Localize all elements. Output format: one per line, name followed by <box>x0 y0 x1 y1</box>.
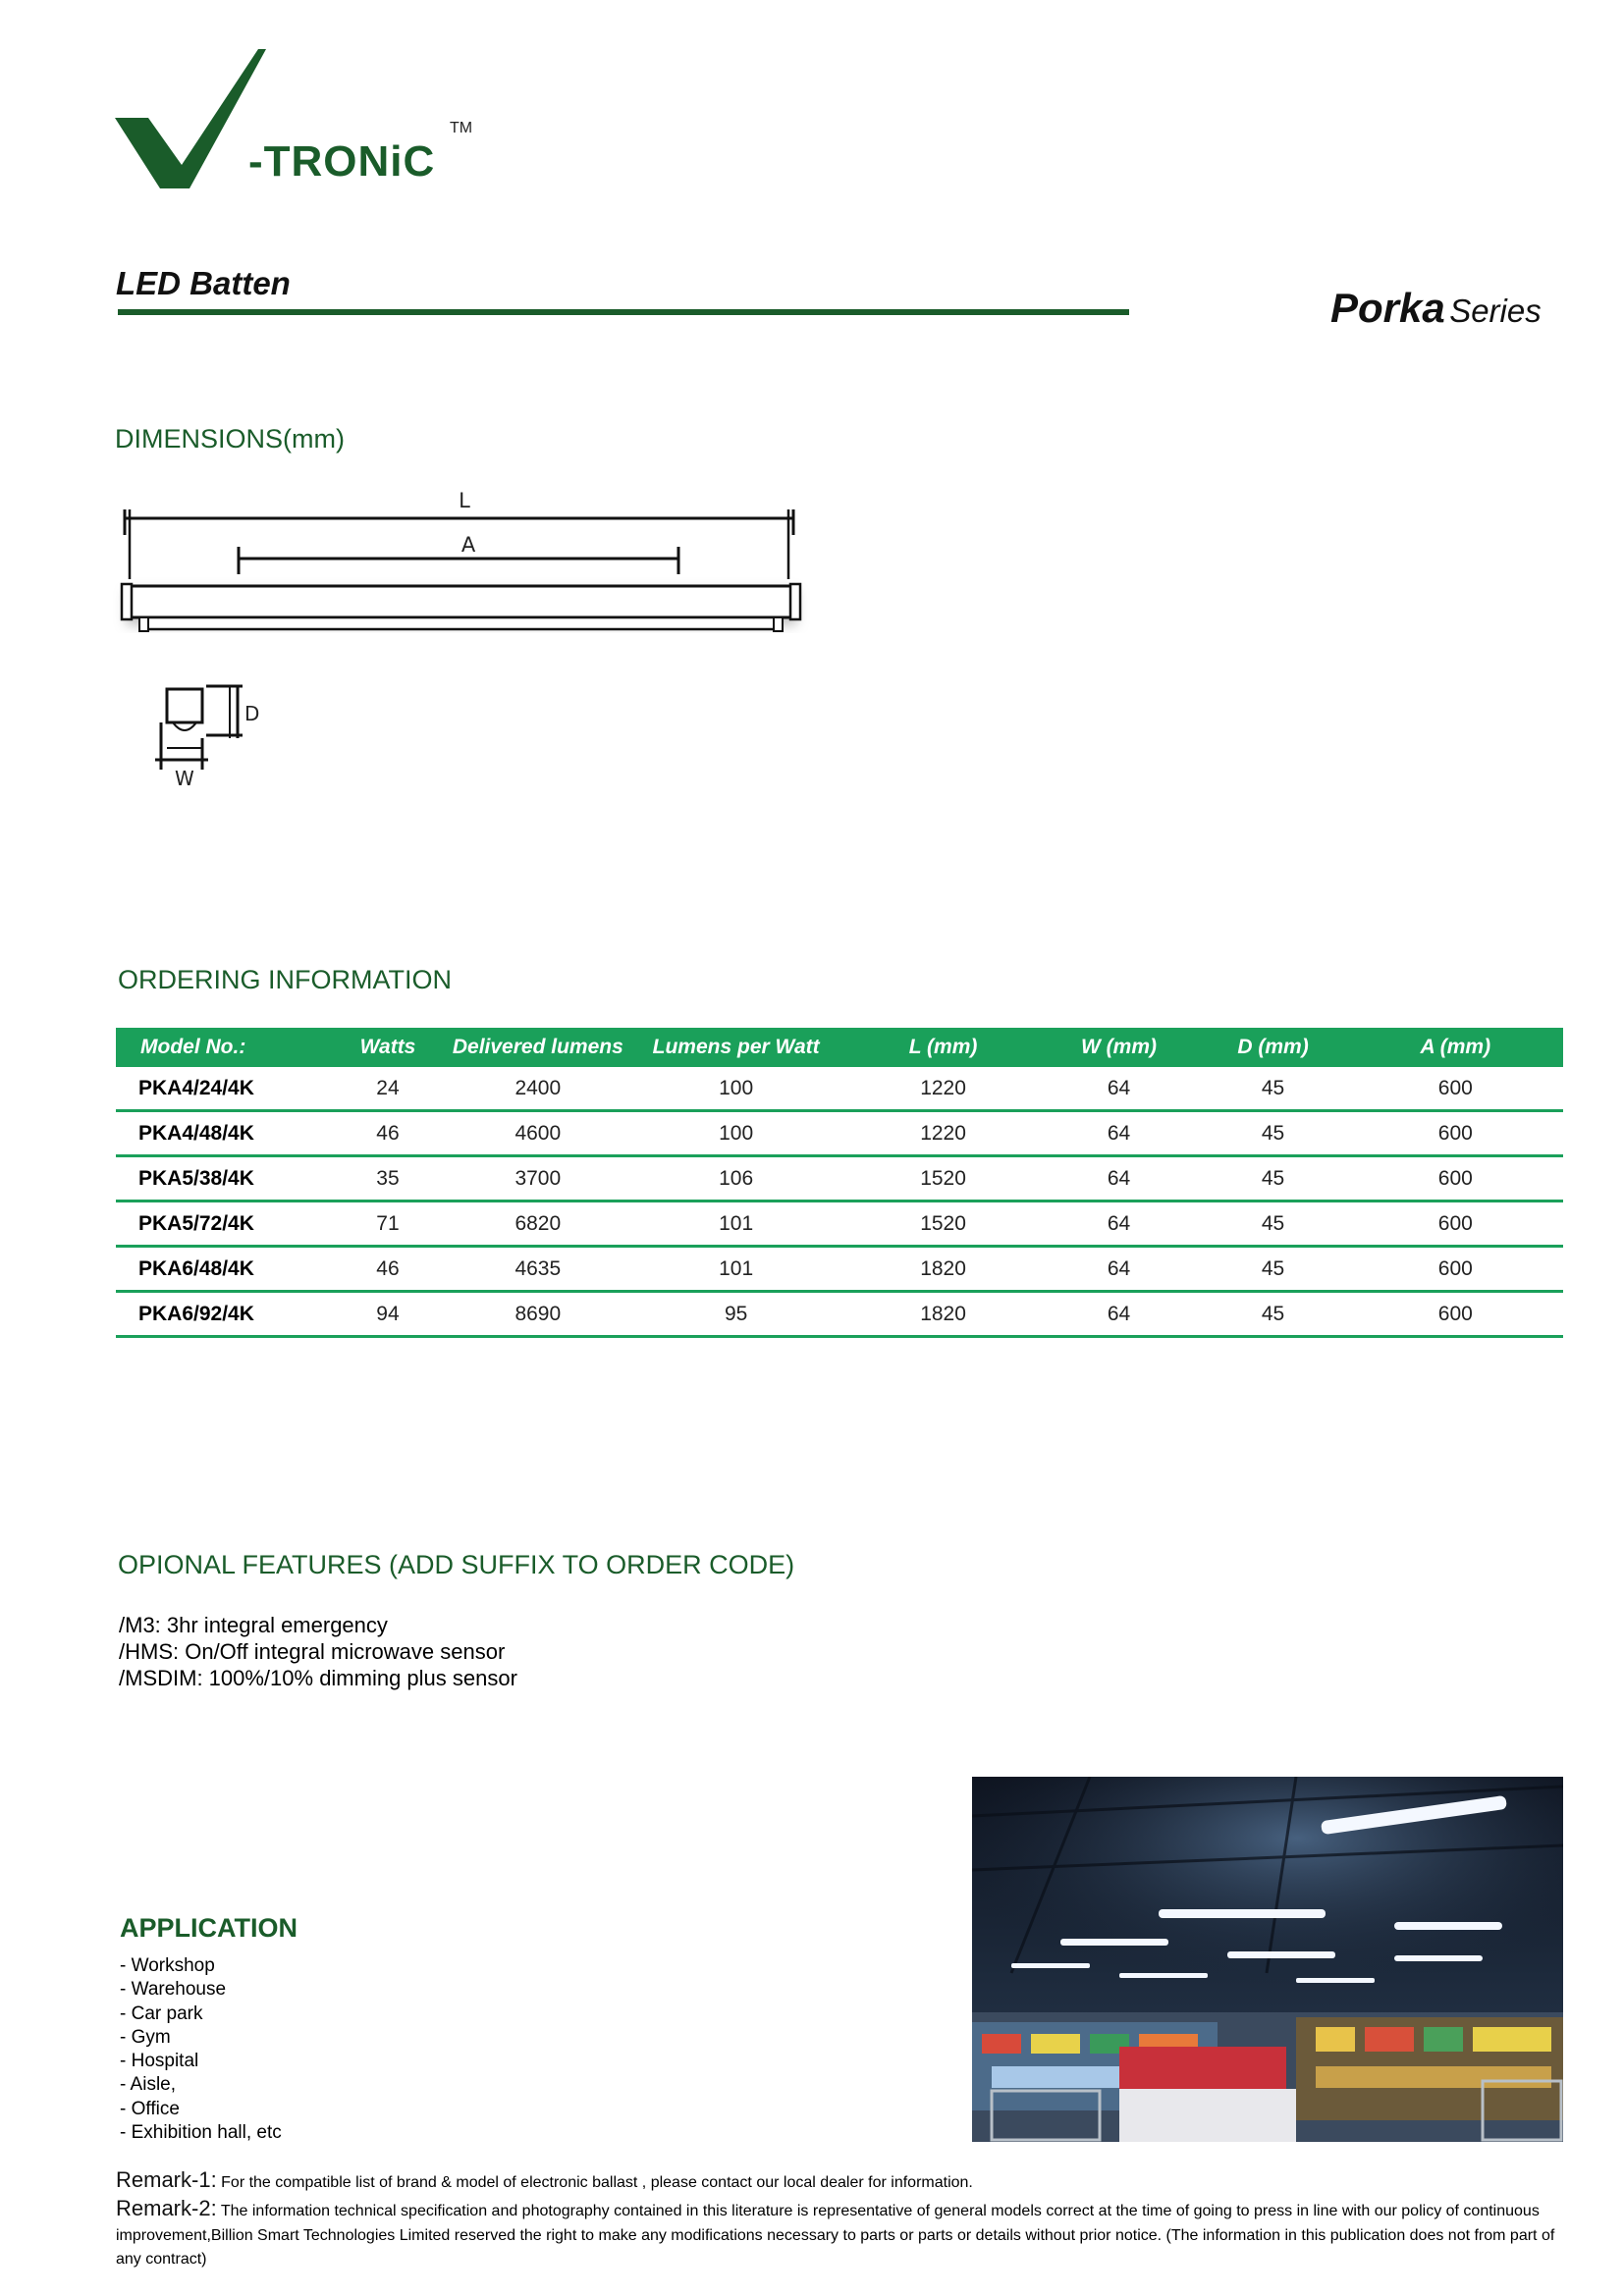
column-header: A (mm) <box>1348 1028 1563 1067</box>
table-row <box>116 1201 1563 1247</box>
ordering-heading: ORDERING INFORMATION <box>118 965 452 994</box>
list-item: - Workshop <box>120 1955 215 1976</box>
list-item: - Exhibition hall, etc <box>120 2122 282 2144</box>
table-cell: 2400 <box>451 1067 625 1111</box>
table-row <box>116 1111 1563 1156</box>
model-cell: PKA6/48/4K <box>116 1247 325 1292</box>
table-cell: 46 <box>325 1247 451 1292</box>
list-item: /MSDIM: 100%/10% dimming plus sensor <box>119 1666 517 1690</box>
table-cell: 64 <box>1040 1067 1199 1111</box>
list-item: - Gym <box>120 2026 171 2048</box>
end-view-drawing <box>147 677 275 800</box>
model-cell: PKA4/24/4K <box>116 1067 325 1111</box>
dimensions-heading: DIMENSIONS(mm) <box>115 424 345 454</box>
model-cell: PKA4/48/4K <box>116 1111 325 1156</box>
model-cell: PKA5/38/4K <box>116 1156 325 1201</box>
title-divider <box>118 309 1129 315</box>
list-item: /HMS: On/Off integral microwave sensor <box>119 1639 506 1664</box>
table-cell: 64 <box>1040 1111 1199 1156</box>
distance-label: A <box>460 533 476 557</box>
table-cell: 46 <box>325 1111 451 1156</box>
table-cell: 45 <box>1198 1156 1347 1201</box>
list-item: - Hospital <box>120 2051 199 2072</box>
application-list <box>120 1954 282 2145</box>
table-cell: 600 <box>1348 1247 1563 1292</box>
remark-1 <box>116 2167 1569 2193</box>
column-header: Delivered lumens <box>451 1028 625 1067</box>
list-item: /M3: 3hr integral emergency <box>119 1613 388 1637</box>
table-cell: 64 <box>1040 1292 1199 1337</box>
application-heading: APPLICATION <box>120 1913 298 1943</box>
column-header: D (mm) <box>1198 1028 1347 1067</box>
table-cell: 94 <box>325 1292 451 1337</box>
table-cell: 1520 <box>847 1201 1040 1247</box>
table-cell: 64 <box>1040 1156 1199 1201</box>
column-header: W (mm) <box>1040 1028 1199 1067</box>
table-cell: 101 <box>625 1201 847 1247</box>
list-item: - Aisle, <box>120 2074 177 2096</box>
series-name: Porka <box>1330 285 1445 331</box>
table-cell: 64 <box>1040 1247 1199 1292</box>
table-cell: 100 <box>625 1067 847 1111</box>
table-cell: 45 <box>1198 1111 1347 1156</box>
application-photo <box>972 1777 1563 2142</box>
brand-logo-text: -TRONiC <box>248 137 436 186</box>
table-cell: 100 <box>625 1111 847 1156</box>
table-header-row <box>116 1028 1563 1067</box>
table-row <box>116 1067 1563 1111</box>
table-cell: 1820 <box>847 1247 1040 1292</box>
table-cell: 106 <box>625 1156 847 1201</box>
column-header: Model No.: <box>116 1028 325 1067</box>
model-cell: PKA5/72/4K <box>116 1201 325 1247</box>
optional-features-heading: OPIONAL FEATURES (ADD SUFFIX TO ORDER CODE) <box>118 1550 795 1579</box>
table-cell: 45 <box>1198 1067 1347 1111</box>
table-cell: 71 <box>325 1201 451 1247</box>
table-row <box>116 1156 1563 1201</box>
table-cell: 45 <box>1198 1201 1347 1247</box>
table-cell: 600 <box>1348 1067 1563 1111</box>
table-cell: 600 <box>1348 1201 1563 1247</box>
depth-label: D <box>244 702 260 725</box>
optional-features-list <box>119 1612 517 1691</box>
table-cell: 64 <box>1040 1201 1199 1247</box>
table-cell: 101 <box>625 1247 847 1292</box>
remark-2 <box>116 2197 1579 2272</box>
column-header: Lumens per Watt <box>625 1028 847 1067</box>
table-cell: 1820 <box>847 1292 1040 1337</box>
table-cell: 45 <box>1198 1292 1347 1337</box>
list-item: - Office <box>120 2098 180 2119</box>
table-cell: 600 <box>1348 1111 1563 1156</box>
remark-label: Remark-2: <box>116 2196 217 2220</box>
table-cell: 600 <box>1348 1292 1563 1337</box>
table-cell: 600 <box>1348 1156 1563 1201</box>
width-label: W <box>175 767 194 790</box>
table-cell: 1520 <box>847 1156 1040 1201</box>
list-item: - Car park <box>120 2002 203 2024</box>
table-cell: 24 <box>325 1067 451 1111</box>
trademark-mark: TM <box>450 120 473 136</box>
series-title <box>1330 285 1542 332</box>
column-header: L (mm) <box>847 1028 1040 1067</box>
table-cell: 1220 <box>847 1067 1040 1111</box>
table-cell: 4635 <box>451 1247 625 1292</box>
table-cell: 95 <box>625 1292 847 1337</box>
table-row <box>116 1292 1563 1337</box>
table-cell: 8690 <box>451 1292 625 1337</box>
page-title: LED Batten <box>116 265 291 301</box>
remark-text: For the compatible list of brand & model of electronic ballast , please contact our local dealer for information. <box>221 2174 973 2191</box>
table-cell: 3700 <box>451 1156 625 1201</box>
table-cell: 35 <box>325 1156 451 1201</box>
model-cell: PKA6/92/4K <box>116 1292 325 1337</box>
table-cell: 6820 <box>451 1201 625 1247</box>
remark-label: Remark-1: <box>116 2167 217 2192</box>
remark-text: The information technical specification and photography contained in this literature is representative of general models correct at the time of going to press in line with our policy of continuous improvement,Billion Smart Technologies Limited reserved the right to make any modifications necessary to parts or parts or details without prior notice. (The information in this publication does not from part of any contract) <box>116 2203 1555 2268</box>
table-cell: 4600 <box>451 1111 625 1156</box>
table-cell: 45 <box>1198 1247 1347 1292</box>
profile-section <box>167 689 202 722</box>
series-suffix: Series <box>1449 293 1542 329</box>
list-item: - Warehouse <box>120 1979 227 2001</box>
table-cell: 1220 <box>847 1111 1040 1156</box>
ordering-table <box>116 1028 1563 1338</box>
column-header: Watts <box>325 1028 451 1067</box>
table-row <box>116 1247 1563 1292</box>
length-label: L <box>459 489 470 512</box>
